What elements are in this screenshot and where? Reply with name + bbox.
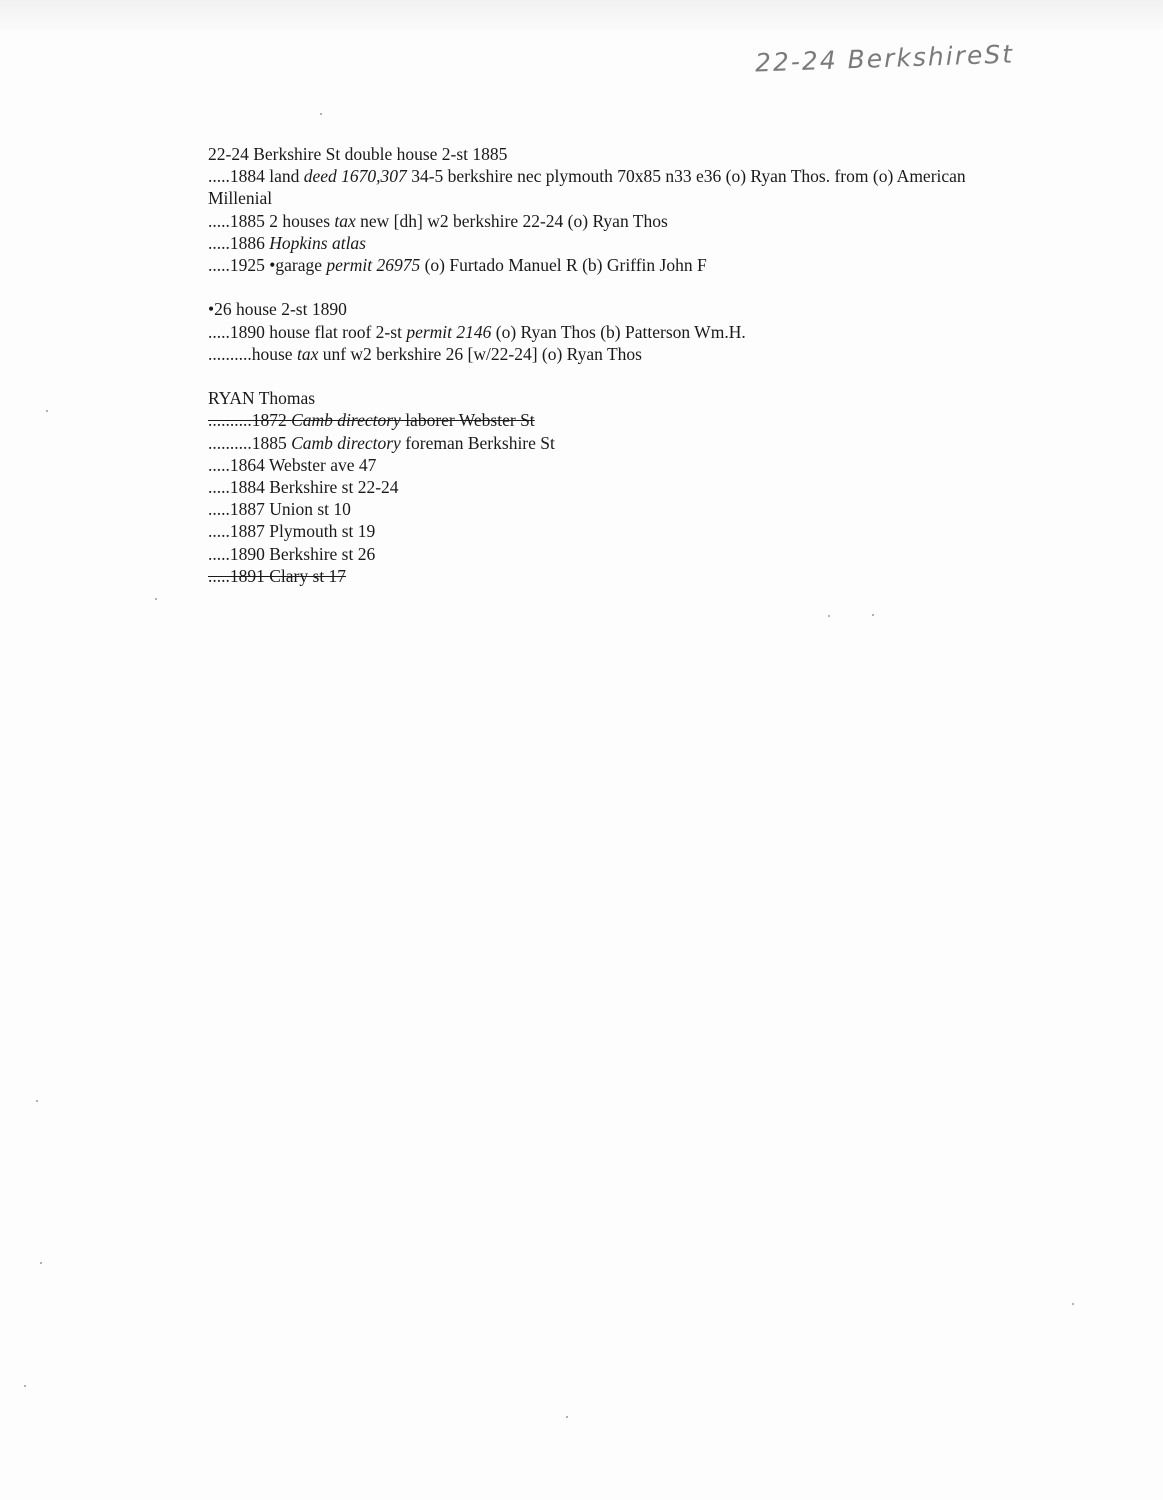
ryan-entry-1887-plymouth-address: .....1887 Plymouth st 19 <box>208 521 376 542</box>
ryan-entry-1872-directory: ..........1872 Camb directory laborer Webster St <box>208 410 535 431</box>
scan-speck <box>872 614 874 616</box>
handwritten-address-note: 22-24 BerkshireSt <box>754 39 1015 78</box>
scan-speck <box>828 615 830 617</box>
scan-speck <box>40 1262 42 1264</box>
ryan-heading: RYAN Thomas <box>208 388 316 409</box>
scan-speck <box>36 1100 38 1102</box>
scan-speck <box>24 1385 26 1387</box>
ryan-entry-1884-address: .....1884 Berkshire st 22-24 <box>208 477 399 498</box>
ryan-entry-1891-address: .....1891 Clary st 17 <box>208 565 347 586</box>
house-heading: 22-24 Berkshire St double house 2-st 1885 <box>208 144 508 164</box>
house-26-entry-1890-permit: .....1890 house flat roof 2-st permit 2146 (o) Ryan Thos (b) Patterson Wm.H. <box>208 321 746 342</box>
house-entry-1886-atlas: .....1886 Hopkins atlas <box>208 232 366 253</box>
house-entry-1925-permit: .....1925 •garage permit 26975 (o) Furtado Manuel R (b) Griffin John F <box>208 255 707 276</box>
ryan-entry-1890-address: .....1890 Berkshire st 26 <box>208 543 376 564</box>
ryan-entry-1887-union-address: .....1887 Union st 10 <box>208 499 351 520</box>
section-spacer <box>208 276 1008 298</box>
scan-speck <box>155 598 157 600</box>
scan-speck <box>1072 1303 1074 1305</box>
house-26-heading: •26 house 2-st 1890 <box>208 299 347 320</box>
house-26-entry-tax: ..........house tax unf w2 berkshire 26 [w/22-24] (o) Ryan Thos <box>208 343 642 364</box>
scan-speck <box>46 410 48 412</box>
section-spacer <box>208 365 1008 387</box>
scan-speck <box>320 113 322 115</box>
scan-top-edge <box>0 0 1163 30</box>
ryan-entry-1864-address: .....1864 Webster ave 47 <box>208 454 377 475</box>
house-entry-1884-deed: .....1884 land deed 1670,307 34-5 berkshire nec plymouth 70x85 n33 e36 (o) Ryan Thos. from (o) American Millenial <box>208 166 966 209</box>
ryan-entry-1885-directory: ..........1885 Camb directory foreman Berkshire St <box>208 432 555 453</box>
notes-body <box>208 143 1008 587</box>
scan-speck <box>566 1416 568 1418</box>
house-entry-1885-tax: .....1885 2 houses tax new [dh] w2 berkshire 22-24 (o) Ryan Thos <box>208 210 668 231</box>
